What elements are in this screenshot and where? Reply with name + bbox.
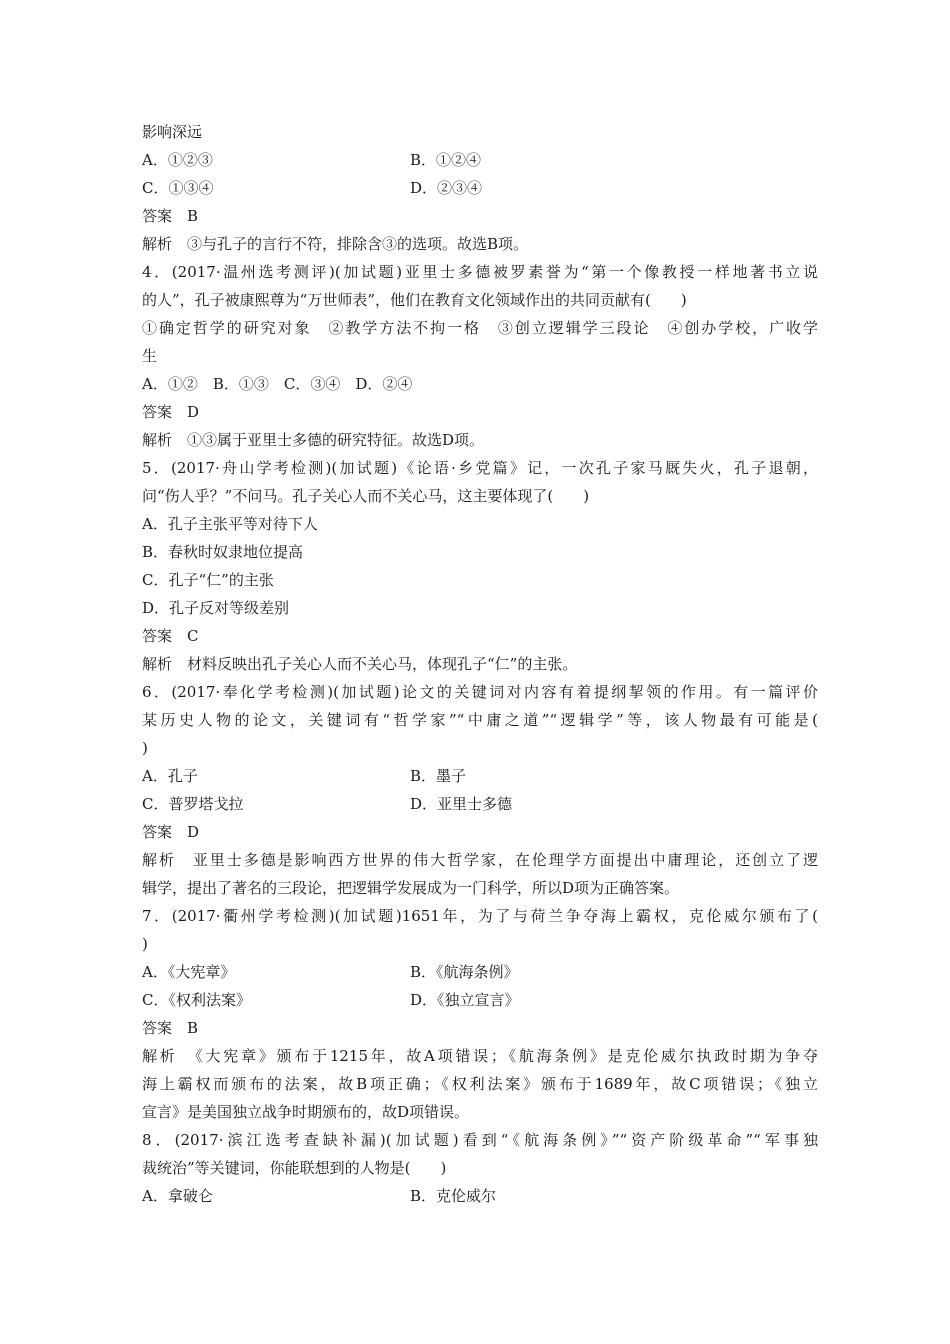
option-b: B．克伦威尔 (410, 1187, 497, 1205)
answer-line: 答案 B (142, 207, 199, 225)
question-line: 5．(2017·舟山学考检测)(加试题)《论语·乡党篇》记，一次孔子家马厩失火，孔子退朝， (142, 459, 818, 477)
question-line: 某历史人物的论文，关键词有“哲学家”“中庸之道”“逻辑学”等，该人物最有可能是( (142, 711, 818, 729)
option-c: C．①③④ (142, 179, 214, 197)
question-line: 8．(2017·滨江选考查缺补漏)(加试题)看到“《航海条例》”“资产阶级革命”“军事独 (142, 1131, 818, 1149)
option-c: C．普罗塔戈拉 (142, 795, 244, 813)
question-line: ) (142, 935, 148, 953)
answer-line: 答案 D (142, 823, 200, 841)
explanation-line: 解析 ①③属于亚里士多德的研究特征。故选D项。 (142, 431, 485, 449)
option-c: C．孔子“仁”的主张 (142, 571, 274, 589)
question-line: 裁统治”等关键词，你能联想到的人物是( ) (142, 1159, 447, 1177)
option-b: B．墨子 (410, 767, 467, 785)
option-b: B．春秋时奴隶地位提高 (142, 543, 304, 561)
explanation-line: 宣言》是美国独立战争时期颁布的，故D项错误。 (142, 1103, 470, 1121)
question-line: 6．(2017·奉化学考检测)(加试题)论文的关键词对内容有着提纲挈领的作用。有一篇评价 (142, 683, 818, 701)
question-line: 生 (142, 347, 158, 365)
answer-line: 答案 B (142, 1019, 199, 1037)
option-d: D．亚里士多德 (410, 795, 513, 813)
options-line: A．①② B．①③ C．③④ D．②④ (142, 375, 413, 393)
option-a: A．孔子主张平等对待下人 (142, 515, 318, 533)
option-d: D．孔子反对等级差别 (142, 599, 290, 617)
question-line: ) (142, 739, 148, 757)
question-line: 问“伤人乎？”不问马。孔子关心人而不关心马，这主要体现了( ) (142, 487, 590, 505)
text-line: 影响深远 (142, 123, 203, 141)
answer-line: 答案 C (142, 627, 199, 645)
explanation-line: 解析 ③与孔子的言行不符，排除含③的选项。故选B项。 (142, 235, 529, 253)
option-b: B．①②④ (410, 151, 482, 169)
explanation-line: 解析 《大宪章》颁布于1215年，故A项错误；《航海条例》是克伦威尔执政时期为争夺 (142, 1047, 818, 1065)
answer-line: 答案 D (142, 403, 200, 421)
option-c: C．《权利法案》 (142, 991, 251, 1009)
option-b: B．《航海条例》 (410, 963, 519, 981)
explanation-line: 解析 材料反映出孔子关心人而不关心马，体现孔子“仁”的主张。 (142, 655, 578, 673)
question-line: 4．(2017·温州选考测评)(加试题)亚里士多德被罗素誉为“第一个像教授一样地著书立说 (142, 263, 818, 281)
option-d: D．《独立宣言》 (410, 991, 520, 1009)
explanation-line: 解析 亚里士多德是影响西方世界的伟大哲学家，在伦理学方面提出中庸理论，还创立了逻 (142, 851, 818, 869)
explanation-line: 辑学，提出了著名的三段论，把逻辑学发展成为一门科学，所以D项为正确答案。 (142, 879, 680, 897)
option-a: A．①②③ (142, 151, 213, 169)
option-d: D．②③④ (410, 179, 483, 197)
question-line: 的人”，孔子被康熙尊为“万世师表”，他们在教育文化领域作出的共同贡献有( ) (142, 291, 687, 309)
option-a: A．孔子 (142, 767, 198, 785)
option-a: A．拿破仑 (142, 1187, 213, 1205)
option-a: A．《大宪章》 (142, 963, 236, 981)
explanation-line: 海上霸权而颁布的法案，故B项正确；《权利法案》颁布于1689年，故C项错误；《独立 (142, 1075, 818, 1093)
question-line: ①确定哲学的研究对象 ②教学方法不拘一格 ③创立逻辑学三段论 ④创办学校，广收学 (142, 319, 818, 337)
question-line: 7．(2017·衢州学考检测)(加试题)1651年，为了与荷兰争夺海上霸权，克伦威尔颁布了( (142, 907, 818, 925)
